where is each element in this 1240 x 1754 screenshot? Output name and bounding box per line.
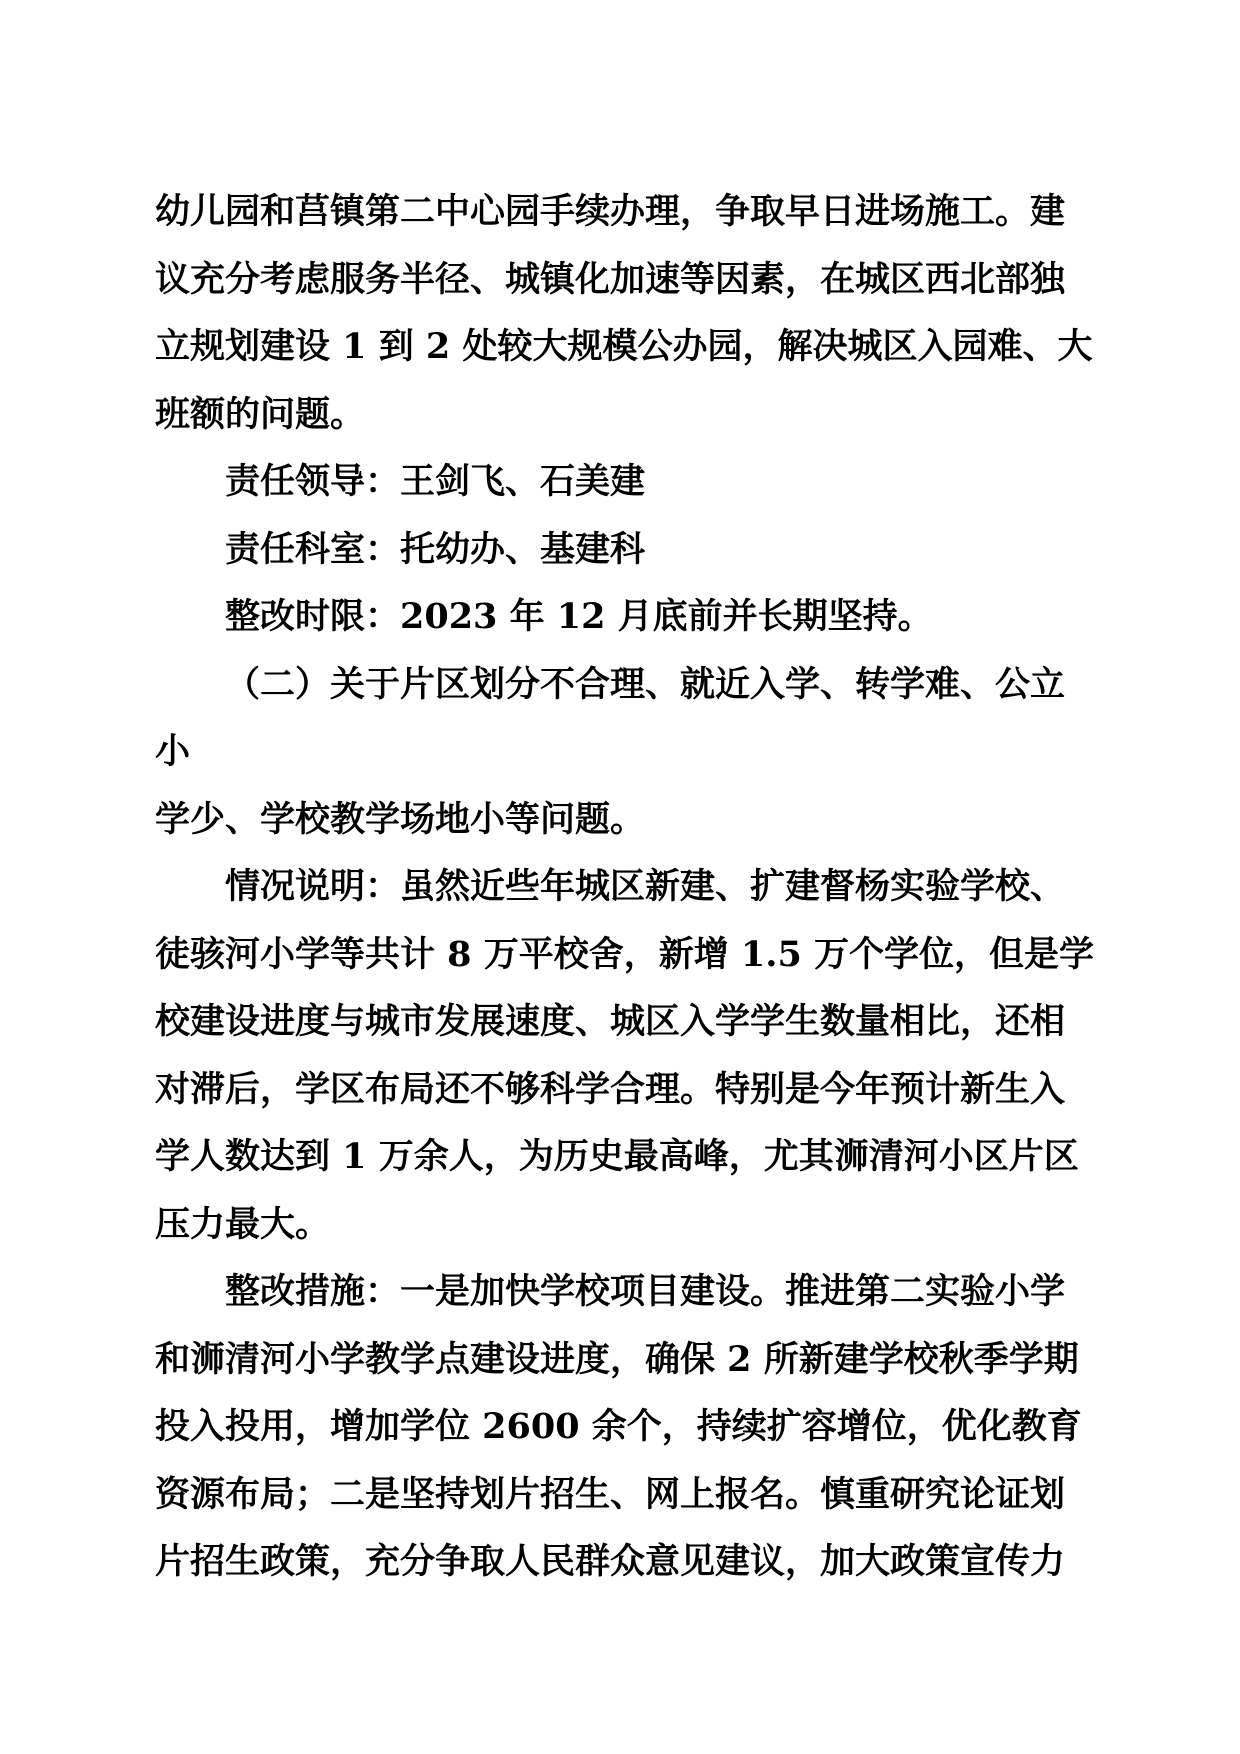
text-line: 立规划建设 1 到 2 处较大规模公办园，解决城区入园难、大 [155,326,1093,367]
section-heading-line: （二）关于片区划分不合理、就近入学、转学难、公立 [225,664,1066,705]
situation-line: 对滞后，学区布局还不够科学合理。特别是今年预计新生入 [155,1069,1066,1110]
situation-line: 情况说明：虽然近些年城区新建、扩建督杨实验学校、 [225,866,1066,907]
measure-line: 整改措施：一是加快学校项目建设。推进第二实验小学 [225,1271,1066,1312]
responsible-office-line: 责任科室：托幼办、基建科 [225,529,646,570]
text-line: 幼儿园和莒镇第二中心园手续办理，争取早日进场施工。建 [155,191,1066,232]
text-line: 议充分考虑服务半径、城镇化加速等因素，在城区西北部独 [155,259,1066,300]
measure-line: 资源布局；二是坚持划片招生、网上报名。慎重研究论证划 [155,1474,1066,1515]
deadline-line: 整改时限：2023 年 12 月底前并长期坚持。 [225,596,933,637]
situation-line: 学人数达到 1 万余人，为历史最高峰，尤其浉清河小区片区 [155,1136,1079,1177]
section-heading-line: 学少、学校教学场地小等问题。 [155,799,646,840]
situation-line: 校建设进度与城市发展速度、城区入学学生数量相比，还相 [155,1001,1066,1042]
text-line: 班额的问题。 [155,394,366,435]
situation-line: 压力最大。 [155,1204,331,1245]
measure-line: 投入投用，增加学位 2600 余个，持续扩容增位，优化教育 [155,1406,1082,1447]
responsible-leader-line: 责任领导：王剑飞、石美建 [225,461,646,502]
measure-line: 和浉清河小学教学点建设进度，确保 2 所新建学校秋季学期 [155,1339,1079,1380]
section-heading-line: 小 [155,731,191,772]
measure-line: 片招生政策，充分争取人民群众意见建议，加大政策宣传力 [155,1541,1066,1582]
situation-line: 徒骇河小学等共计 8 万平校舍，新增 1.5 万个学位，但是学 [155,934,1094,975]
